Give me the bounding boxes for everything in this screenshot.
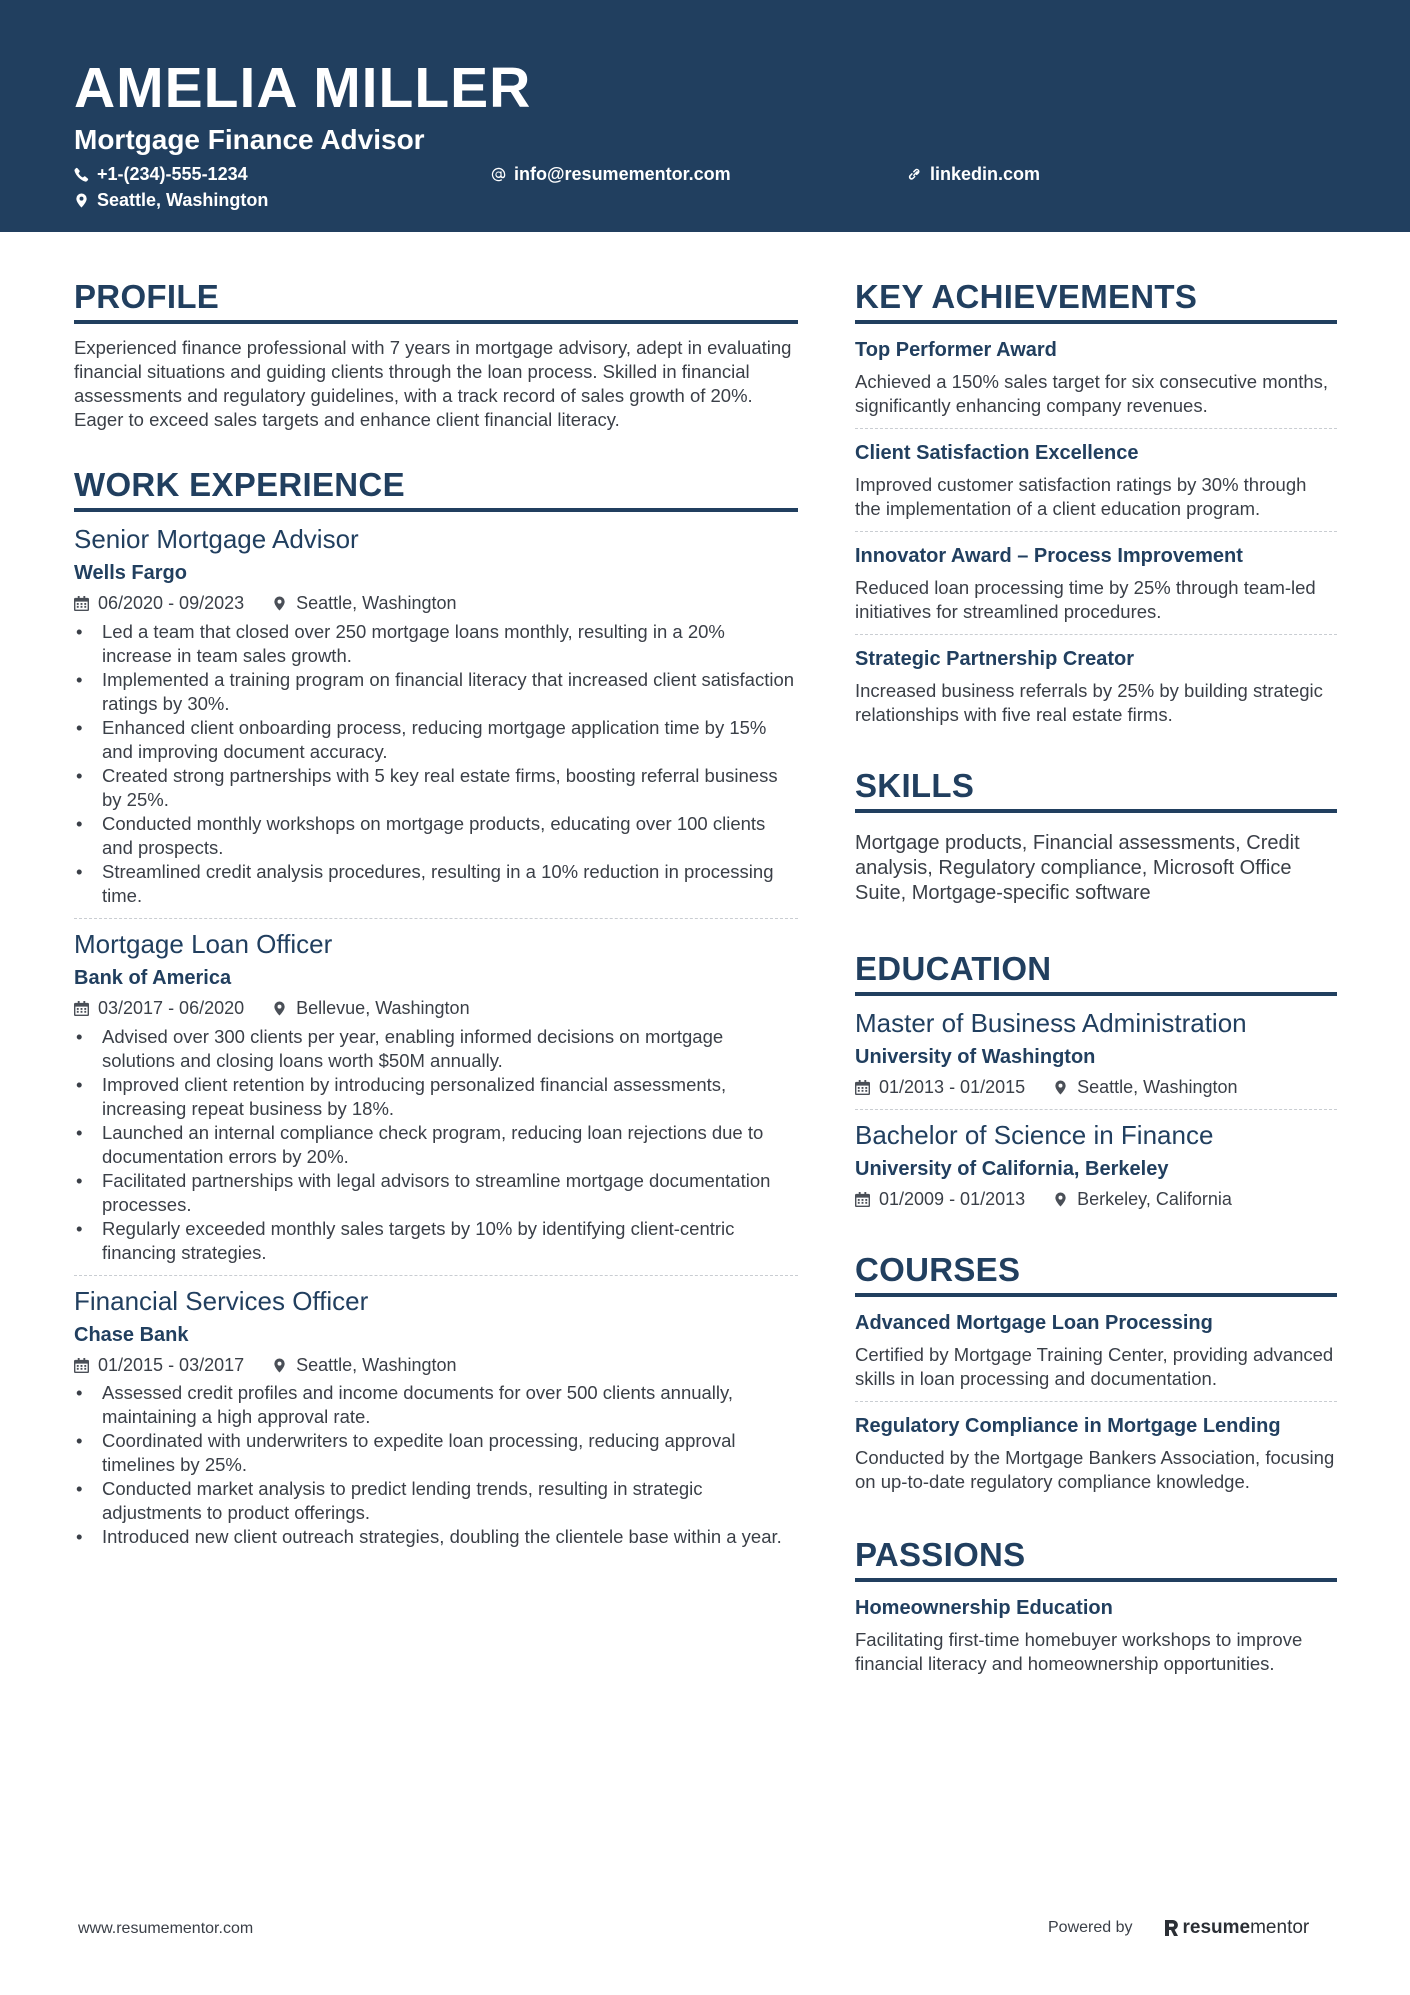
phone-text: +1-(234)-555-1234 bbox=[97, 164, 248, 184]
job-bullet: • Enhanced client onboarding process, reducing mortgage application time by 15% and improving document accuracy. bbox=[74, 716, 798, 764]
linkedin-text: linkedin.com bbox=[930, 164, 1041, 184]
job-bullet: • Conducted monthly workshops on mortgage products, educating over 100 clients and prospects. bbox=[74, 812, 798, 860]
contact-linkedin bbox=[907, 165, 1040, 183]
course-item bbox=[855, 1414, 1337, 1494]
job-bullet: • Streamlined credit analysis procedures, resulting in a 10% reduction in processing time. bbox=[74, 860, 798, 908]
skills-list: Mortgage products, Financial assessments, Credit analysis, Regulatory compliance, Microsoft Office Suite, Mortgage-specific software bbox=[855, 832, 1300, 904]
job-location-text: Seattle, Washington bbox=[296, 593, 457, 614]
achievement-title: Client Satisfaction Excellence bbox=[855, 442, 1139, 464]
resume-header bbox=[0, 0, 1410, 232]
achievement-title: Innovator Award – Process Improvement bbox=[855, 545, 1243, 567]
job-meta bbox=[74, 998, 798, 1020]
location-pin-icon bbox=[1053, 1192, 1068, 1207]
job-bullet: • Introduced new client outreach strategies, doubling the clientele base within a year. bbox=[74, 1525, 798, 1549]
entry-divider bbox=[855, 1401, 1337, 1402]
education-location-text: Seattle, Washington bbox=[1077, 1077, 1238, 1098]
job-meta bbox=[74, 593, 798, 615]
achievement-item bbox=[855, 647, 1337, 727]
job-entry bbox=[74, 1286, 798, 1550]
passion-title: Homeownership Education bbox=[855, 1596, 1113, 1619]
job-title: Mortgage Loan Officer bbox=[74, 928, 333, 959]
passions-section bbox=[855, 1535, 1337, 1676]
achievement-text: Improved customer satisfaction ratings by 30% through the implementation of a client education program. bbox=[855, 474, 1307, 519]
course-item bbox=[855, 1311, 1337, 1391]
at-sign-icon bbox=[491, 167, 506, 182]
course-title: Regulatory Compliance in Mortgage Lending bbox=[855, 1414, 1281, 1437]
entry-divider bbox=[74, 1275, 798, 1276]
entry-divider bbox=[855, 428, 1337, 429]
school-name: University of California, Berkeley bbox=[855, 1157, 1169, 1180]
education-dates: 01/2009 - 01/2013 bbox=[879, 1188, 1026, 1209]
candidate-title: Mortgage Finance Advisor bbox=[74, 124, 425, 155]
job-bullets bbox=[74, 1025, 798, 1265]
passion-item bbox=[855, 1596, 1337, 1676]
work-experience-section bbox=[74, 468, 798, 1549]
job-meta bbox=[74, 1355, 798, 1377]
job-location-text: Bellevue, Washington bbox=[296, 997, 470, 1018]
key-achievements-section bbox=[855, 280, 1337, 727]
company-name: Wells Fargo bbox=[74, 562, 187, 585]
passions-heading: PASSIONS bbox=[855, 1538, 1337, 1582]
job-location bbox=[272, 1355, 456, 1377]
entry-divider bbox=[855, 531, 1337, 532]
achievement-item bbox=[855, 441, 1337, 521]
profile-summary: Experienced finance professional with 7 years in mortgage advisory, adept in evaluating financial situations and guiding clients through the loan process. Skilled in financial assessments and regulatory guidelines, with a track record of sales growth of 20%. Eager to exceed sales targets and enhance client financial literacy. bbox=[74, 337, 792, 430]
location-pin-icon bbox=[272, 596, 287, 611]
achievement-title: Top Performer Award bbox=[855, 339, 1057, 361]
link-icon bbox=[907, 167, 922, 182]
job-bullet: • Assessed credit profiles and income documents for over 500 clients annually, maintaining a high approval rate. bbox=[74, 1381, 798, 1429]
achievement-item bbox=[855, 544, 1337, 624]
location-pin-icon bbox=[272, 1358, 287, 1373]
location-pin-icon bbox=[272, 1001, 287, 1016]
work-experience-heading: WORK EXPERIENCE bbox=[74, 468, 798, 512]
job-title: Financial Services Officer bbox=[74, 1285, 369, 1316]
education-dates: 01/2013 - 01/2015 bbox=[879, 1077, 1026, 1098]
job-bullets bbox=[74, 1381, 798, 1549]
resumementor-logo-icon bbox=[1163, 1919, 1179, 1937]
achievement-text: Achieved a 150% sales target for six consecutive months, significantly enhancing company revenues. bbox=[855, 371, 1329, 416]
phone-icon bbox=[74, 167, 89, 182]
company-name: Chase Bank bbox=[74, 1323, 189, 1346]
education-section bbox=[855, 952, 1337, 1211]
job-bullet: • Conducted market analysis to predict lending trends, resulting in strategic adjustments to product offerings. bbox=[74, 1477, 798, 1525]
degree-title: Master of Business Administration bbox=[855, 1008, 1247, 1038]
degree-title: Bachelor of Science in Finance bbox=[855, 1119, 1214, 1150]
job-bullet: • Improved client retention by introducing personalized financial assessments, increasing repeat business by 18%. bbox=[74, 1073, 798, 1121]
calendar-icon bbox=[74, 1001, 89, 1016]
job-bullets bbox=[74, 620, 798, 908]
calendar-icon bbox=[855, 1192, 870, 1207]
job-dates: 01/2015 - 03/2017 bbox=[98, 1354, 245, 1375]
education-location bbox=[1053, 1189, 1232, 1211]
calendar-icon bbox=[855, 1080, 870, 1095]
school-name: University of Washington bbox=[855, 1046, 1096, 1069]
right-column bbox=[855, 280, 1337, 1676]
job-bullet: • Implemented a training program on financial literacy that increased client satisfaction ratings by 30%. bbox=[74, 668, 798, 716]
brand-name-bold: resume bbox=[1182, 1917, 1251, 1938]
job-bullet: • Created strong partnerships with 5 key real estate firms, boosting referral business by 25%. bbox=[74, 764, 798, 812]
education-meta bbox=[855, 1189, 1337, 1211]
course-text: Certified by Mortgage Training Center, providing advanced skills in loan processing and documentation. bbox=[855, 1343, 1334, 1389]
entry-divider bbox=[74, 918, 798, 919]
courses-section bbox=[855, 1250, 1337, 1494]
profile-heading: PROFILE bbox=[74, 280, 798, 324]
job-dates: 06/2020 - 09/2023 bbox=[98, 593, 245, 614]
course-text: Conducted by the Mortgage Bankers Association, focusing on up-to-date regulatory compliance knowledge. bbox=[855, 1446, 1335, 1492]
profile-section bbox=[74, 280, 798, 432]
education-meta bbox=[855, 1077, 1337, 1099]
skills-heading: SKILLS bbox=[855, 769, 1337, 813]
footer-powered-by bbox=[1048, 1917, 1309, 1939]
left-column bbox=[74, 280, 798, 1549]
calendar-icon bbox=[74, 1358, 89, 1373]
job-location bbox=[272, 593, 456, 615]
education-entry bbox=[855, 1008, 1337, 1099]
entry-divider bbox=[855, 634, 1337, 635]
brand-name-rest: mentor bbox=[1250, 1917, 1310, 1938]
job-location-text: Seattle, Washington bbox=[296, 1354, 457, 1375]
achievement-text: Reduced loan processing time by 25% through team-led initiatives for streamlined procedures. bbox=[855, 577, 1316, 622]
location-text: Seattle, Washington bbox=[97, 190, 269, 210]
entry-divider bbox=[855, 1109, 1337, 1110]
job-entry bbox=[74, 524, 798, 908]
courses-heading: COURSES bbox=[855, 1253, 1337, 1297]
job-bullet: • Launched an internal compliance check program, reducing loan rejections due to documentation errors by 20%. bbox=[74, 1121, 798, 1169]
candidate-name: AMELIA MILLER bbox=[74, 56, 532, 120]
education-location-text: Berkeley, California bbox=[1077, 1188, 1232, 1209]
email-text: info@resumementor.com bbox=[514, 164, 731, 184]
footer-website[interactable]: www.resumementor.com bbox=[78, 1920, 254, 1937]
key-achievements-heading: KEY ACHIEVEMENTS bbox=[855, 280, 1337, 324]
contact-location bbox=[74, 191, 268, 209]
education-heading: EDUCATION bbox=[855, 952, 1337, 996]
location-pin-icon bbox=[1053, 1080, 1068, 1095]
location-pin-icon bbox=[74, 193, 89, 208]
job-bullet: • Regularly exceeded monthly sales targets by 10% by identifying client-centric financing strategies. bbox=[74, 1217, 798, 1265]
calendar-icon bbox=[74, 596, 89, 611]
passion-text: Facilitating first-time homebuyer workshops to improve financial literacy and homeownership opportunities. bbox=[855, 1628, 1303, 1674]
brand-logo[interactable] bbox=[1163, 1917, 1310, 1939]
company-name: Bank of America bbox=[74, 966, 232, 989]
job-bullet: • Advised over 300 clients per year, enabling informed decisions on mortgage solutions and closing loans worth $50M annually. bbox=[74, 1025, 798, 1073]
job-entry bbox=[74, 929, 798, 1265]
achievement-text: Increased business referrals by 25% by building strategic relationships with five real estate firms. bbox=[855, 680, 1323, 725]
job-bullet: • Led a team that closed over 250 mortgage loans monthly, resulting in a 20% increase in team sales growth. bbox=[74, 620, 798, 668]
job-title: Senior Mortgage Advisor bbox=[74, 524, 359, 554]
education-entry bbox=[855, 1120, 1337, 1211]
achievement-item bbox=[855, 338, 1337, 418]
job-bullet: • Coordinated with underwriters to expedite loan processing, reducing approval timelines by 25%. bbox=[74, 1429, 798, 1477]
education-location bbox=[1053, 1077, 1237, 1099]
contact-email bbox=[491, 165, 731, 183]
achievement-title: Strategic Partnership Creator bbox=[855, 648, 1134, 670]
job-location bbox=[272, 998, 469, 1020]
job-dates: 03/2017 - 06/2020 bbox=[98, 997, 245, 1018]
contact-phone bbox=[74, 165, 248, 183]
course-title: Advanced Mortgage Loan Processing bbox=[855, 1311, 1213, 1334]
powered-by-label: Powered by bbox=[1048, 1919, 1133, 1936]
skills-section bbox=[855, 769, 1337, 906]
job-bullet: • Facilitated partnerships with legal advisors to streamline mortgage documentation processes. bbox=[74, 1169, 798, 1217]
